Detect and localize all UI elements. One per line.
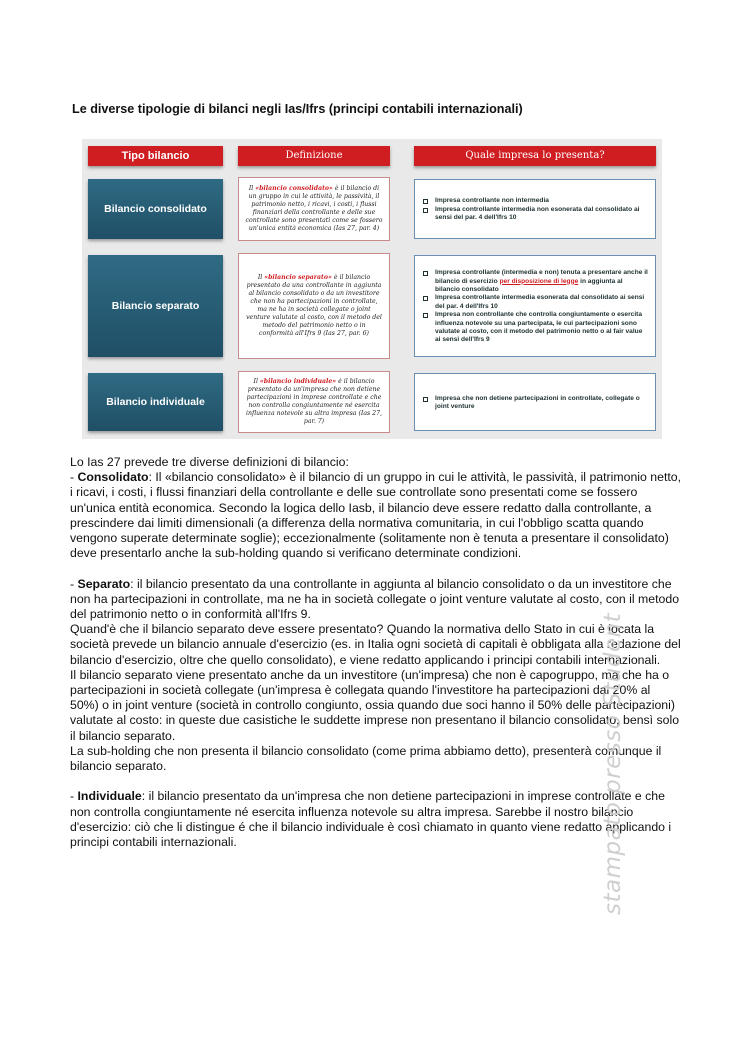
who-individuale	[414, 373, 656, 431]
who-consolidato	[414, 179, 656, 239]
watermark: stampato presso Student	[600, 612, 626, 915]
list-item: Impresa che non detiene partecipazioni in controllate, collegate o joint venture	[421, 395, 649, 412]
bilanci-table-figure	[82, 139, 662, 439]
definition-consolidato: Il «bilancio consolidato» è il bilancio di un gruppo in cui le attività, le passività, il patrimonio netto, i ricavi, i costi, i flussi finanziari della controllante e delle sue controllate sono presentati come se fossero un'unica entità economica (Ias 27, par. 4)	[238, 177, 390, 241]
separato-term: Separato	[77, 576, 131, 591]
page-title: Le diverse tipologie di bilanci negli Ias/Ifrs (principi contabili internazionali)	[72, 102, 523, 116]
type-separato: Bilancio separato	[88, 255, 223, 357]
list-item: Impresa controllante intermedia esonerata dal consolidato ai sensi del par. 4 dell'Ifrs 10	[421, 294, 649, 311]
definition-individuale: Il «bilancio individuale» è il bilancio presentato da un'impresa che non detiene partecipazioni in imprese controllate e che non controlla congiuntamente né esercita influenza notevole su altra impresa (Ias 27, par. 7)	[238, 371, 390, 433]
individuale-term: Individuale	[77, 789, 142, 804]
list-item: Impresa non controllante che controlla congiuntamente o esercita influenza notevole su una partecipata, le cui partecipazioni sono valutate al costo, con il metodo del patrimonio netto o al fair value ai sensi dell'Ifrs 9	[421, 311, 649, 345]
definition-separato: Il «bilancio separato» è il bilancio presentato da una controllante in aggiunta al bilancio consolidato o da un investitore che non ha partecipazioni in controllate, ma ne ha in società collegate o joint venture valutate al costo, con il metodo del metodo del patrimonio netto o in conformità all'Ifrs 9 (Ias 27, par. 6)	[238, 253, 390, 359]
consolidato-term: Consolidato	[77, 470, 149, 485]
consolidato-paragraph: - Consolidato: Il «bilancio consolidato» è il bilancio di un gruppo in cui le attività, le passività, il patrimonio netto, i ricavi, i costi, i flussi finanziari della controllante e delle sue controllate sono presentati come se fossero un'unica entità economica. Secondo la logica dello Iasb, il bilancio deve essere redatto dalla controllante, a prescindere dai limiti dimensionali (a differenza della normativa comunitaria, in cui l'obbligo scatta quando vengono superate determinate soglie); eccezionalmente (solitamente non è tenuta a presentare il consolidato) deve presentarlo anche la sub-holding quando si verificano determinate condizioni.	[70, 470, 682, 561]
separato-paragraph-4: La sub-holding che non presenta il bilancio consolidato (come prima abbiamo detto), presenterà comunque il bilancio separato.	[70, 743, 662, 774]
individuale-paragraph: - Individuale: il bilancio presentato da un'impresa che non detiene partecipazioni in imprese controllate e che non controlla congiuntamente né esercita influenza notevole su altra impresa. Sarebbe il nostro bilancio d'esercizio: ciò che li distingue é che il bilancio individuale è così chiamato in quanto viene redatto applicando i principi contabili internazionali.	[70, 789, 672, 850]
definition-term: «bilancio individuale»	[259, 378, 337, 385]
type-consolidato: Bilancio consolidato	[88, 179, 223, 239]
who-separato	[414, 255, 656, 357]
list-item: Impresa controllante (intermedia e non) tenuta a presentare anche il bilancio di esercizio per disposizione di legge in aggiunta al bilancio consolidato	[421, 269, 649, 294]
header-definizione: Definizione	[238, 146, 390, 166]
separato-paragraph-3: Il bilancio separato viene presentato anche da un investitore (un'impresa) che non è capogruppo, ma che ha o partecipazioni in società collegate (un'impresa è collegata quando l'investitore ha partecipazioni dal 20% al 50%) o in joint venture (società in controllo congiunto, ossia quando due soci hanno il 50% delle partecipazioni) valutate al costo: in queste due casistiche le suddette imprese non presentano il bilancio consolidato, bensì solo il bilancio separato.	[70, 667, 680, 743]
body-text	[70, 455, 682, 850]
definition-term: «bilancio consolidato»	[255, 185, 333, 192]
list-item: Impresa controllante intermedia non esonerata dal consolidato ai sensi del par. 4 dell'Ifrs 10	[421, 206, 649, 223]
legal-requirement-highlight: per disposizione di legge	[499, 277, 579, 285]
header-tipo-bilancio: Tipo bilancio	[88, 146, 223, 166]
separato-paragraph-2: Quand'è che il bilancio separato deve essere presentato? Quando la normativa dello Stato in cui è locata la società prevede un bilancio annuale d'esercizio (es. in Italia ogni società di capitali è obbligata alla redazione del bilancio d'esercizio, oltre che quello consolidato), e viene redatto applicando i principi contabili internazionali.	[70, 622, 681, 667]
list-item: Impresa controllante non intermedia	[421, 197, 649, 205]
separato-paragraph: - Separato: il bilancio presentato da una controllante in aggiunta al bilancio consolidato o da un investitore che non ha partecipazioni in controllate, ma ne ha in società collegate o joint venture valutate al costo, con il metodo del patrimonio netto o in conformità all'Ifrs 9.	[70, 576, 680, 622]
header-quale-impresa: Quale impresa lo presenta?	[414, 146, 656, 166]
type-individuale: Bilancio individuale	[88, 373, 223, 431]
definition-term: «bilancio separato»	[264, 274, 332, 281]
intro-paragraph: Lo Ias 27 prevede tre diverse definizioni di bilancio:	[70, 455, 349, 469]
